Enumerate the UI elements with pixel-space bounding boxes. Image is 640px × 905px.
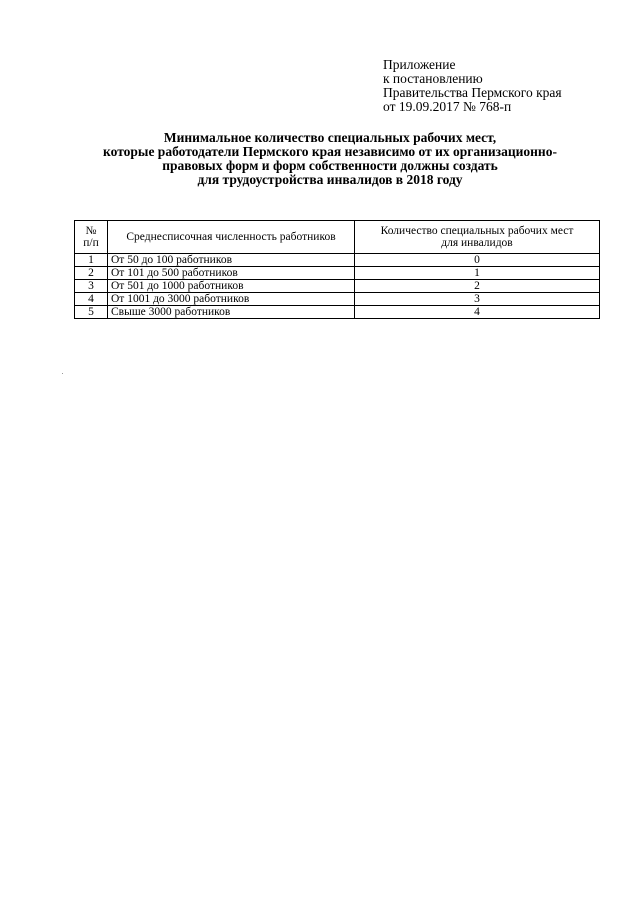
table-row xyxy=(75,293,600,306)
table-row xyxy=(75,280,600,293)
header-jobs-line: для инвалидов xyxy=(441,237,513,249)
title-line: которые работодатели Пермского края независимо от их организационно- xyxy=(103,144,557,159)
row-special-jobs: 1 xyxy=(355,267,600,280)
row-number: 2 xyxy=(75,267,108,280)
quota-table xyxy=(74,220,600,319)
header-staff-count: Среднесписочная численность работников xyxy=(108,221,355,254)
table-header-row xyxy=(75,221,600,254)
header-jobs-line: Количество специальных рабочих мест xyxy=(380,225,574,237)
row-special-jobs: 2 xyxy=(355,280,600,293)
row-special-jobs: 4 xyxy=(355,306,600,319)
row-number: 5 xyxy=(75,306,108,319)
table-row xyxy=(75,306,600,319)
row-staff-count: От 50 до 100 работников xyxy=(108,254,355,267)
title-line: Минимальное количество специальных рабочих мест, xyxy=(163,130,497,145)
document-title xyxy=(60,131,600,187)
header-number-abbr: п/п xyxy=(83,237,99,249)
title-line: для трудоустройства инвалидов в 2018 году xyxy=(197,172,463,187)
row-staff-count: От 501 до 1000 работников xyxy=(108,280,355,293)
row-number: 4 xyxy=(75,293,108,306)
table-row xyxy=(75,267,600,280)
title-line: правовых форм и форм собственности должны создать xyxy=(162,158,498,173)
header-number-symbol: № xyxy=(85,225,97,237)
annex-line: Приложение xyxy=(383,57,456,72)
scan-speck xyxy=(62,373,63,374)
annex-date-number: от 19.09.2017 № 768-п xyxy=(383,99,512,114)
row-number: 3 xyxy=(75,280,108,293)
row-staff-count: Свыше 3000 работников xyxy=(108,306,355,319)
annex-line: Правительства Пермского края xyxy=(383,85,562,100)
table-row xyxy=(75,254,600,267)
row-special-jobs: 0 xyxy=(355,254,600,267)
header-special-jobs xyxy=(355,221,600,254)
row-number: 1 xyxy=(75,254,108,267)
annex-block xyxy=(383,58,562,114)
header-number xyxy=(75,221,108,254)
row-staff-count: От 101 до 500 работников xyxy=(108,267,355,280)
row-special-jobs: 3 xyxy=(355,293,600,306)
row-staff-count: От 1001 до 3000 работников xyxy=(108,293,355,306)
annex-line: к постановлению xyxy=(383,71,483,86)
